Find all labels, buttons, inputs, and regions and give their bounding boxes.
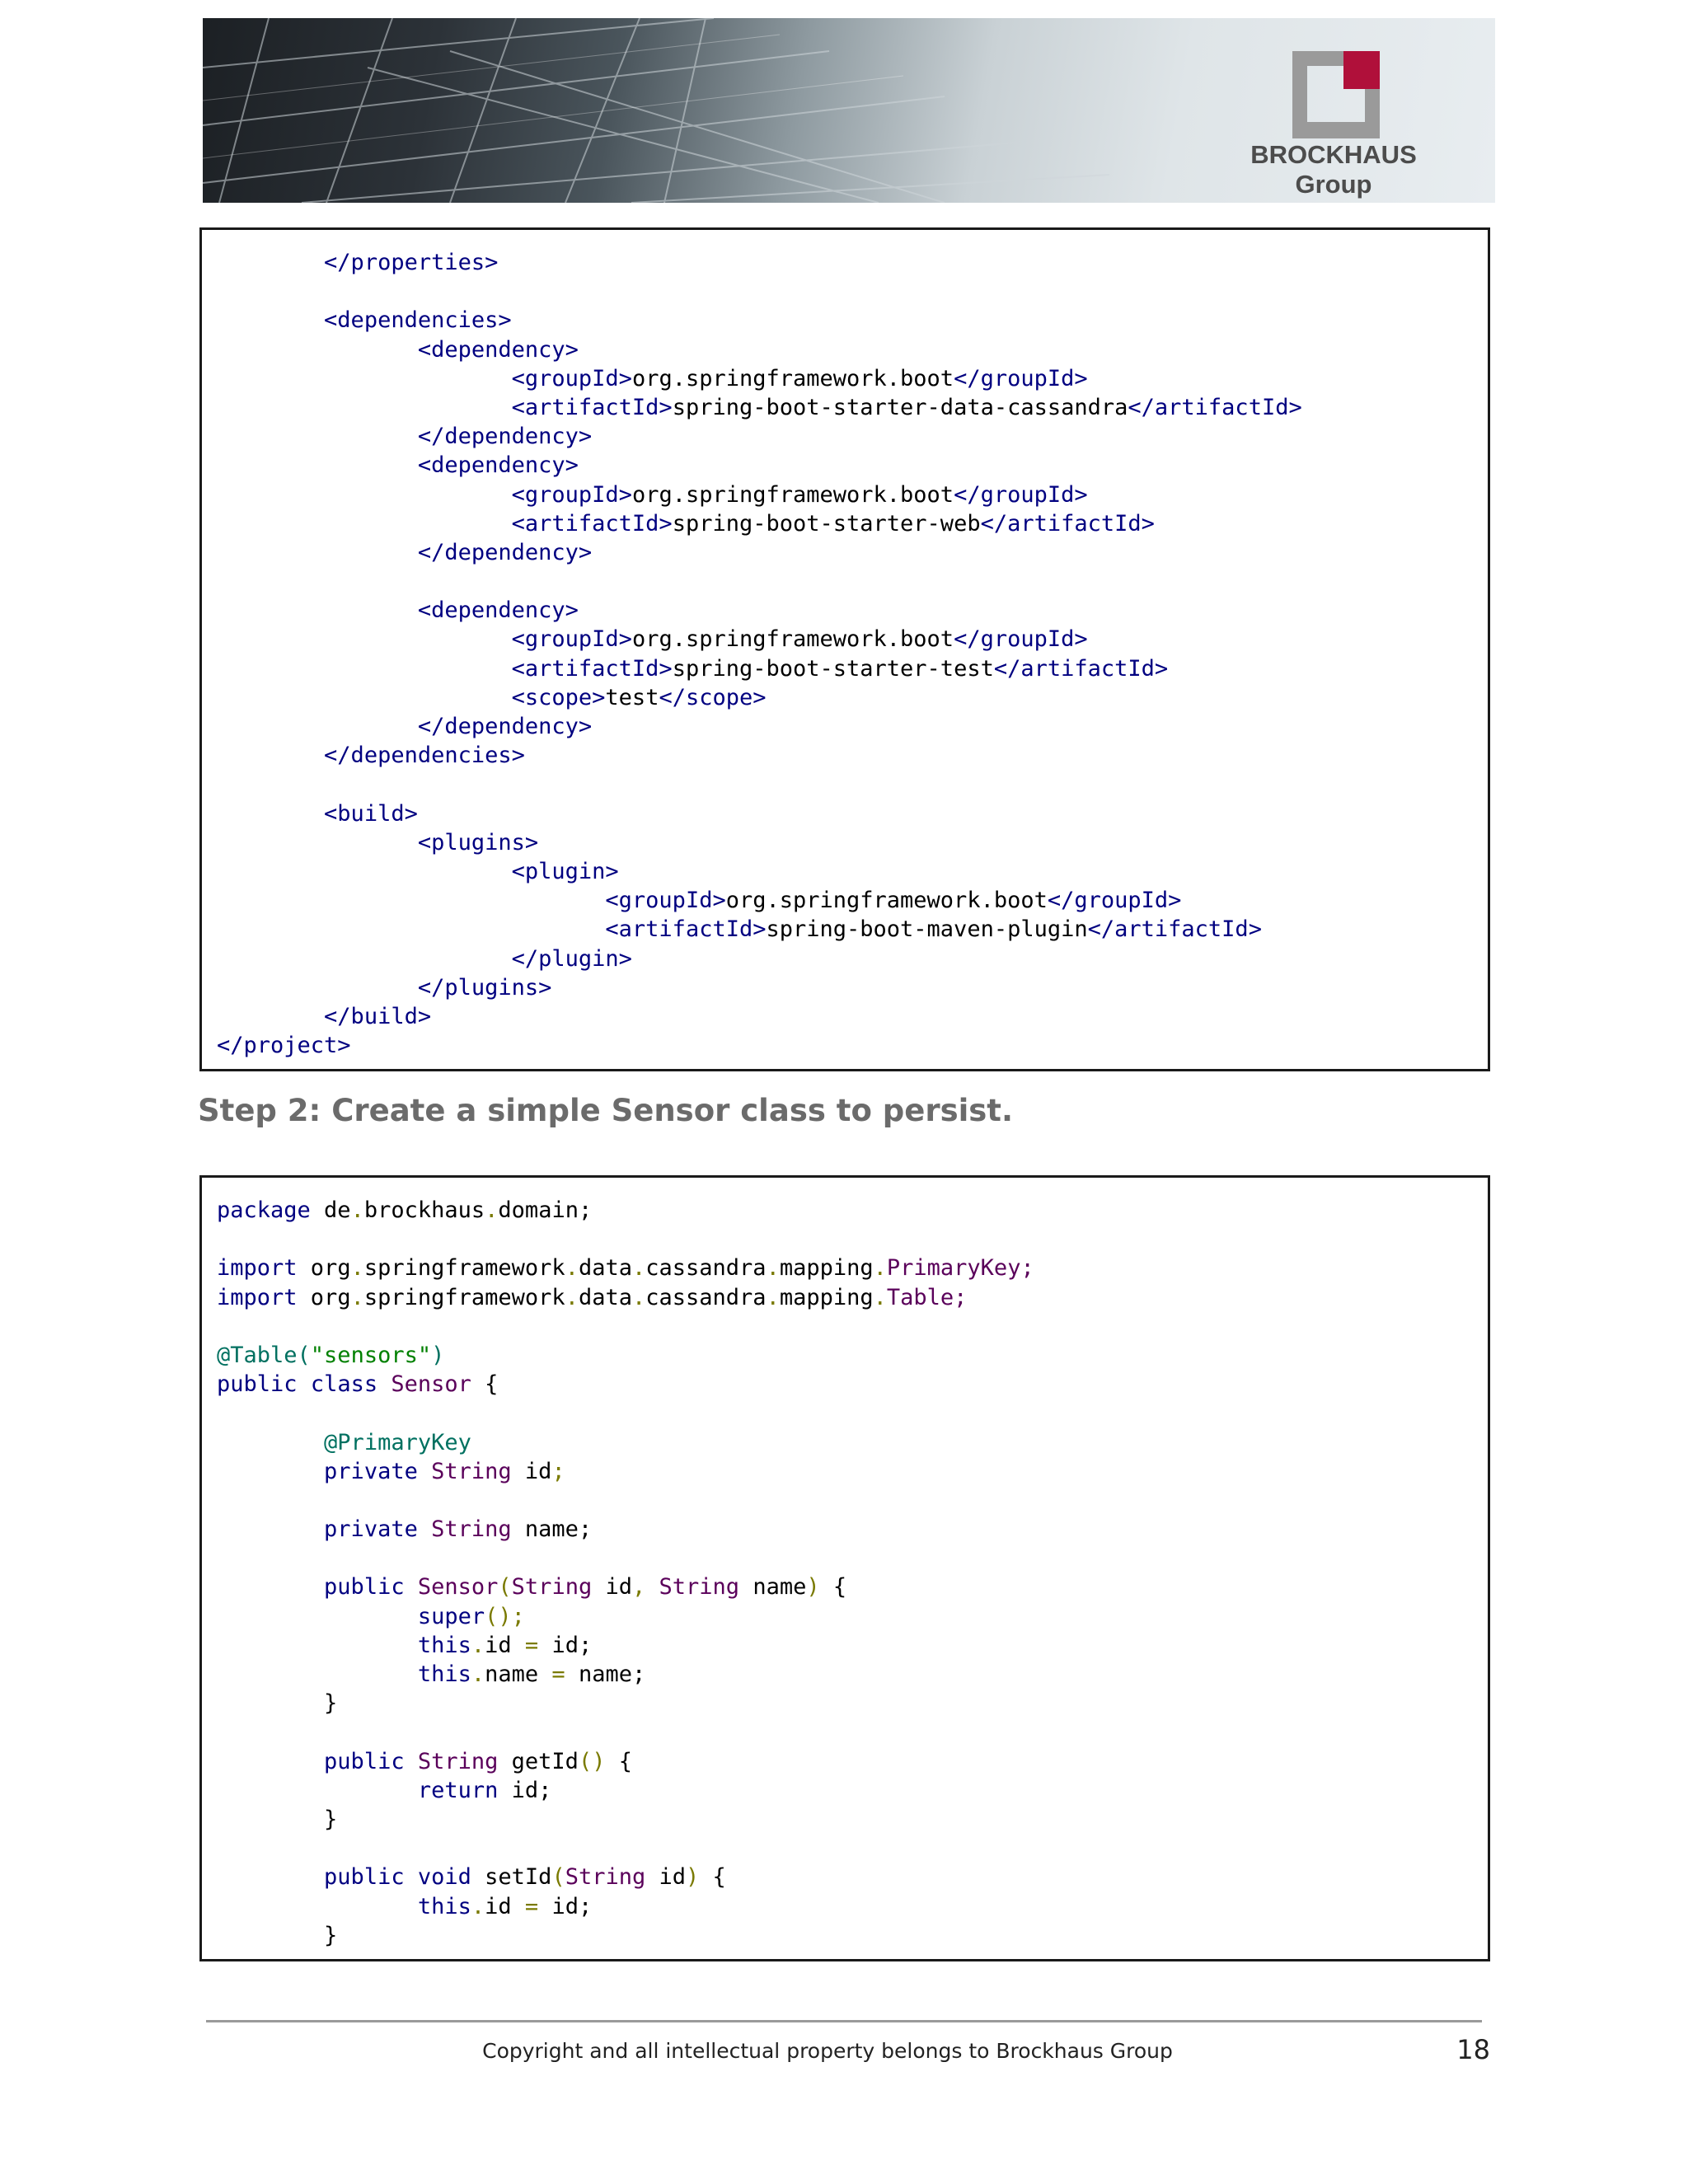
code-token: mapping: [779, 1255, 874, 1282]
code-token: </groupId>: [1047, 888, 1182, 914]
code-token: [298, 1371, 311, 1397]
code-token: <groupId>: [511, 626, 632, 653]
code-token: ): [686, 1864, 700, 1891]
code-token: [217, 337, 418, 363]
code-token: [217, 1864, 324, 1890]
code-token: String: [659, 1574, 740, 1601]
page-number: 18: [1456, 2034, 1490, 2065]
code-token: </artifactId>: [993, 655, 1169, 682]
code-line: [217, 1921, 1034, 1950]
code-token: =: [524, 1632, 539, 1658]
code-token: [418, 1459, 431, 1484]
code-token: }: [217, 1922, 338, 1948]
code-token: public: [217, 1371, 298, 1398]
code-token: .: [471, 1661, 485, 1687]
code-token: .: [631, 1255, 646, 1282]
code-token: {: [699, 1864, 726, 1891]
code-token: [217, 511, 512, 537]
code-token: id: [511, 1458, 552, 1484]
code-token: <artifactId>: [511, 394, 673, 420]
code-token: springframework: [363, 1284, 565, 1310]
sensor-java-code-block: [199, 1175, 1490, 1961]
code-line: [217, 1457, 1034, 1486]
code-token: [217, 366, 512, 391]
code-token: test: [605, 684, 659, 710]
code-token: String: [431, 1516, 512, 1543]
code-line: [217, 393, 1302, 422]
code-line: [217, 625, 1302, 654]
code-line: [217, 886, 1302, 915]
code-token: [217, 685, 512, 710]
code-token: </artifactId>: [1087, 916, 1262, 943]
code-token: </dependency>: [417, 714, 593, 739]
code-line: [217, 741, 1302, 770]
code-token: (): [578, 1748, 606, 1774]
footer-copyright: Copyright and all intellectual property belongs to Brockhaus Group: [482, 2039, 1173, 2063]
code-line: [217, 828, 1302, 857]
code-token: .: [873, 1284, 887, 1310]
code-token: [217, 395, 512, 420]
code-token: </groupId>: [954, 481, 1088, 508]
code-line: [217, 1370, 1034, 1399]
code-token: [405, 1749, 418, 1774]
code-token: {: [605, 1748, 632, 1774]
code-line: [217, 1660, 1034, 1689]
code-line: [217, 1718, 1034, 1746]
code-token: [217, 801, 324, 827]
code-token: <groupId>: [511, 481, 632, 508]
code-token: import: [217, 1255, 298, 1282]
code-token: mapping: [779, 1284, 874, 1310]
code-token: String: [511, 1574, 593, 1601]
step-heading: Step 2: Create a simple Sensor class to persist.: [198, 1093, 1014, 1128]
code-token: <build>: [324, 800, 418, 827]
code-token: <plugin>: [511, 858, 619, 884]
code-token: "sensors": [310, 1342, 432, 1368]
code-token: id: [645, 1864, 687, 1891]
code-token: [217, 250, 324, 275]
code-token: [217, 1004, 324, 1029]
code-token: Sensor: [391, 1371, 471, 1398]
code-line: [217, 1689, 1034, 1718]
code-token: [217, 1430, 324, 1455]
code-token: String: [431, 1458, 512, 1484]
code-line: [217, 1002, 1302, 1031]
code-token: .: [565, 1284, 579, 1310]
code-token: </dependency>: [417, 539, 593, 565]
code-token: <plugins>: [417, 829, 539, 855]
code-token: [217, 1574, 324, 1600]
code-line: [217, 1283, 1034, 1312]
footer-divider: [206, 2020, 1482, 2022]
code-token: [217, 307, 324, 333]
code-token: .: [485, 1197, 499, 1223]
code-line: [217, 654, 1302, 683]
code-line: [217, 683, 1302, 712]
code-line: [217, 1031, 1302, 1060]
code-token: name: [739, 1574, 807, 1601]
code-token: data: [578, 1255, 632, 1282]
code-token: </artifactId>: [1128, 394, 1302, 420]
code-lines: [217, 248, 1302, 1060]
code-token: public: [324, 1748, 405, 1774]
code-token: id;: [498, 1777, 552, 1803]
code-token: springframework: [363, 1255, 565, 1282]
code-token: setId: [471, 1864, 552, 1891]
code-token: [405, 1864, 418, 1890]
code-token: [217, 598, 418, 623]
code-token: </dependency>: [417, 424, 593, 450]
code-line: [217, 306, 1302, 335]
code-token: org.springframework.boot: [631, 626, 954, 653]
code-line: [217, 1863, 1034, 1891]
code-token: id: [485, 1632, 525, 1658]
code-token: <groupId>: [511, 365, 632, 391]
code-token: this: [417, 1632, 471, 1658]
code-token: ;: [551, 1458, 565, 1484]
code-line: [217, 1631, 1034, 1660]
code-token: [645, 1574, 659, 1600]
code-token: [217, 1459, 324, 1484]
code-token: <groupId>: [605, 888, 726, 914]
code-token: [217, 916, 605, 942]
code-token: [217, 482, 512, 508]
code-token: [217, 1778, 418, 1803]
code-token: spring-boot-maven-plugin: [766, 916, 1088, 943]
code-token: cassandra: [645, 1255, 767, 1282]
code-line: [217, 335, 1302, 364]
code-token: domain;: [498, 1197, 593, 1223]
code-line: [217, 1225, 1034, 1254]
code-line: [217, 712, 1302, 741]
code-token: </groupId>: [954, 626, 1088, 653]
code-token: <artifactId>: [511, 510, 673, 537]
code-token: @Table(: [217, 1342, 311, 1368]
code-token: [217, 714, 418, 739]
code-token: </artifactId>: [980, 510, 1155, 537]
code-token: <artifactId>: [605, 916, 767, 943]
code-token: return: [417, 1777, 499, 1803]
code-line: [217, 422, 1302, 451]
code-token: cassandra: [645, 1284, 767, 1310]
code-token: brockhaus: [363, 1197, 485, 1223]
brand-name: BROCKHAUS Group: [1250, 140, 1417, 199]
code-token: [377, 1371, 391, 1397]
code-token: de: [310, 1197, 351, 1223]
code-token: @PrimaryKey: [324, 1429, 471, 1455]
code-token: .: [631, 1284, 646, 1310]
code-token: name;: [511, 1516, 593, 1543]
code-token: [217, 1661, 418, 1687]
code-token: .: [471, 1893, 485, 1919]
code-line: [217, 799, 1302, 828]
code-token: [217, 424, 418, 449]
code-token: [217, 1894, 418, 1919]
code-token: [405, 1574, 418, 1600]
code-token: =: [524, 1893, 539, 1919]
code-token: [217, 1749, 324, 1774]
code-line: [217, 1747, 1034, 1776]
code-line: [217, 1196, 1034, 1225]
code-token: spring-boot-starter-data-cassandra: [672, 394, 1128, 420]
code-token: [217, 626, 512, 652]
code-line: [217, 1312, 1034, 1341]
code-line: [217, 915, 1302, 944]
code-token: PrimaryKey;: [886, 1255, 1034, 1282]
code-token: </project>: [217, 1033, 351, 1059]
code-token: String: [417, 1748, 499, 1774]
code-line: [217, 509, 1302, 538]
code-line: [217, 1544, 1034, 1572]
code-token: import: [217, 1284, 298, 1310]
code-token: [217, 859, 512, 884]
code-token: ();: [485, 1603, 525, 1629]
code-token: .: [350, 1284, 364, 1310]
code-token: .: [873, 1255, 887, 1282]
code-token: .: [766, 1284, 780, 1310]
code-token: {: [471, 1371, 499, 1398]
code-token: <artifactId>: [511, 655, 673, 682]
code-token: [217, 540, 418, 565]
code-token: </plugin>: [511, 945, 632, 972]
code-token: [217, 452, 418, 478]
code-token: <dependency>: [417, 452, 579, 479]
code-token: id: [485, 1893, 525, 1919]
code-token: package: [217, 1197, 311, 1223]
code-token: <scope>: [511, 684, 606, 710]
code-line: [217, 944, 1302, 973]
code-token: id;: [538, 1893, 593, 1919]
code-token: [217, 743, 324, 768]
code-line: [217, 1892, 1034, 1921]
code-token: ,: [632, 1574, 646, 1601]
code-token: }: [217, 1806, 338, 1832]
code-token: getId: [498, 1748, 579, 1774]
code-token: public: [324, 1864, 405, 1891]
code-token: (: [551, 1864, 565, 1891]
code-token: [217, 946, 512, 972]
code-token: id;: [538, 1632, 593, 1658]
code-line: [217, 567, 1302, 596]
code-token: ): [806, 1574, 820, 1601]
code-token: </plugins>: [417, 974, 552, 1001]
code-token: ): [431, 1342, 445, 1368]
code-line: [217, 1486, 1034, 1515]
code-token: org.springframework.boot: [725, 888, 1048, 914]
code-line: [217, 1341, 1034, 1370]
code-token: org: [297, 1255, 351, 1282]
code-line: [217, 451, 1302, 480]
code-token: void: [417, 1864, 471, 1891]
code-line: [217, 248, 1302, 277]
code-token: .: [350, 1255, 364, 1282]
code-token: <dependency>: [417, 336, 579, 363]
code-token: .: [766, 1255, 780, 1282]
code-line: [217, 770, 1302, 799]
code-token: public: [324, 1574, 405, 1601]
code-token: spring-boot-starter-web: [672, 510, 981, 537]
code-line: [217, 1399, 1034, 1427]
code-token: </properties>: [324, 250, 499, 275]
code-lines: [217, 1196, 1034, 1950]
code-token: (: [498, 1574, 512, 1601]
code-line: [217, 1428, 1034, 1457]
code-token: private: [324, 1458, 418, 1484]
code-token: [217, 1516, 324, 1542]
code-line: [217, 1572, 1034, 1601]
code-token: [217, 975, 418, 1001]
code-token: [217, 1604, 418, 1629]
code-token: Table;: [886, 1284, 968, 1310]
code-token: [217, 656, 512, 682]
code-line: [217, 596, 1302, 625]
code-token: </groupId>: [954, 365, 1088, 391]
code-line: [217, 1805, 1034, 1834]
code-line: [217, 538, 1302, 567]
code-token: name: [485, 1661, 552, 1687]
code-token: {: [819, 1574, 847, 1601]
code-token: this: [417, 1893, 471, 1919]
brockhaus-logo-icon: [1292, 51, 1380, 138]
code-token: [217, 1633, 418, 1658]
code-line: [217, 1254, 1034, 1282]
code-line: [217, 364, 1302, 393]
header-banner: [203, 18, 1495, 203]
code-line: [217, 480, 1302, 509]
code-token: data: [578, 1284, 632, 1310]
code-line: [217, 1602, 1034, 1631]
pom-xml-code-block: [199, 227, 1490, 1071]
code-token: =: [551, 1661, 565, 1687]
code-token: org: [297, 1284, 351, 1310]
code-line: [217, 857, 1302, 886]
code-token: private: [324, 1516, 418, 1543]
code-token: </dependencies>: [324, 743, 525, 769]
code-token: [217, 830, 418, 855]
code-token: String: [565, 1864, 646, 1891]
code-line: [217, 277, 1302, 306]
code-token: </scope>: [659, 684, 767, 710]
code-line: [217, 1515, 1034, 1544]
code-token: }: [217, 1690, 338, 1717]
code-token: .: [350, 1197, 364, 1223]
code-token: name;: [565, 1661, 646, 1687]
code-token: </build>: [324, 1003, 432, 1029]
code-token: .: [471, 1632, 485, 1658]
code-line: [217, 1834, 1034, 1863]
code-token: org.springframework.boot: [631, 481, 954, 508]
code-token: <dependency>: [417, 598, 579, 624]
code-token: Sensor: [417, 1574, 499, 1601]
code-token: id: [592, 1574, 632, 1601]
code-line: [217, 973, 1302, 1002]
code-token: org.springframework.boot: [631, 365, 954, 391]
code-token: super: [417, 1603, 485, 1629]
code-token: spring-boot-starter-test: [672, 655, 994, 682]
code-token: <dependencies>: [324, 307, 512, 334]
code-token: .: [565, 1255, 579, 1282]
code-token: class: [310, 1371, 378, 1398]
code-token: [418, 1516, 431, 1542]
code-token: this: [417, 1661, 471, 1687]
code-line: [217, 1776, 1034, 1805]
code-token: [217, 888, 605, 913]
